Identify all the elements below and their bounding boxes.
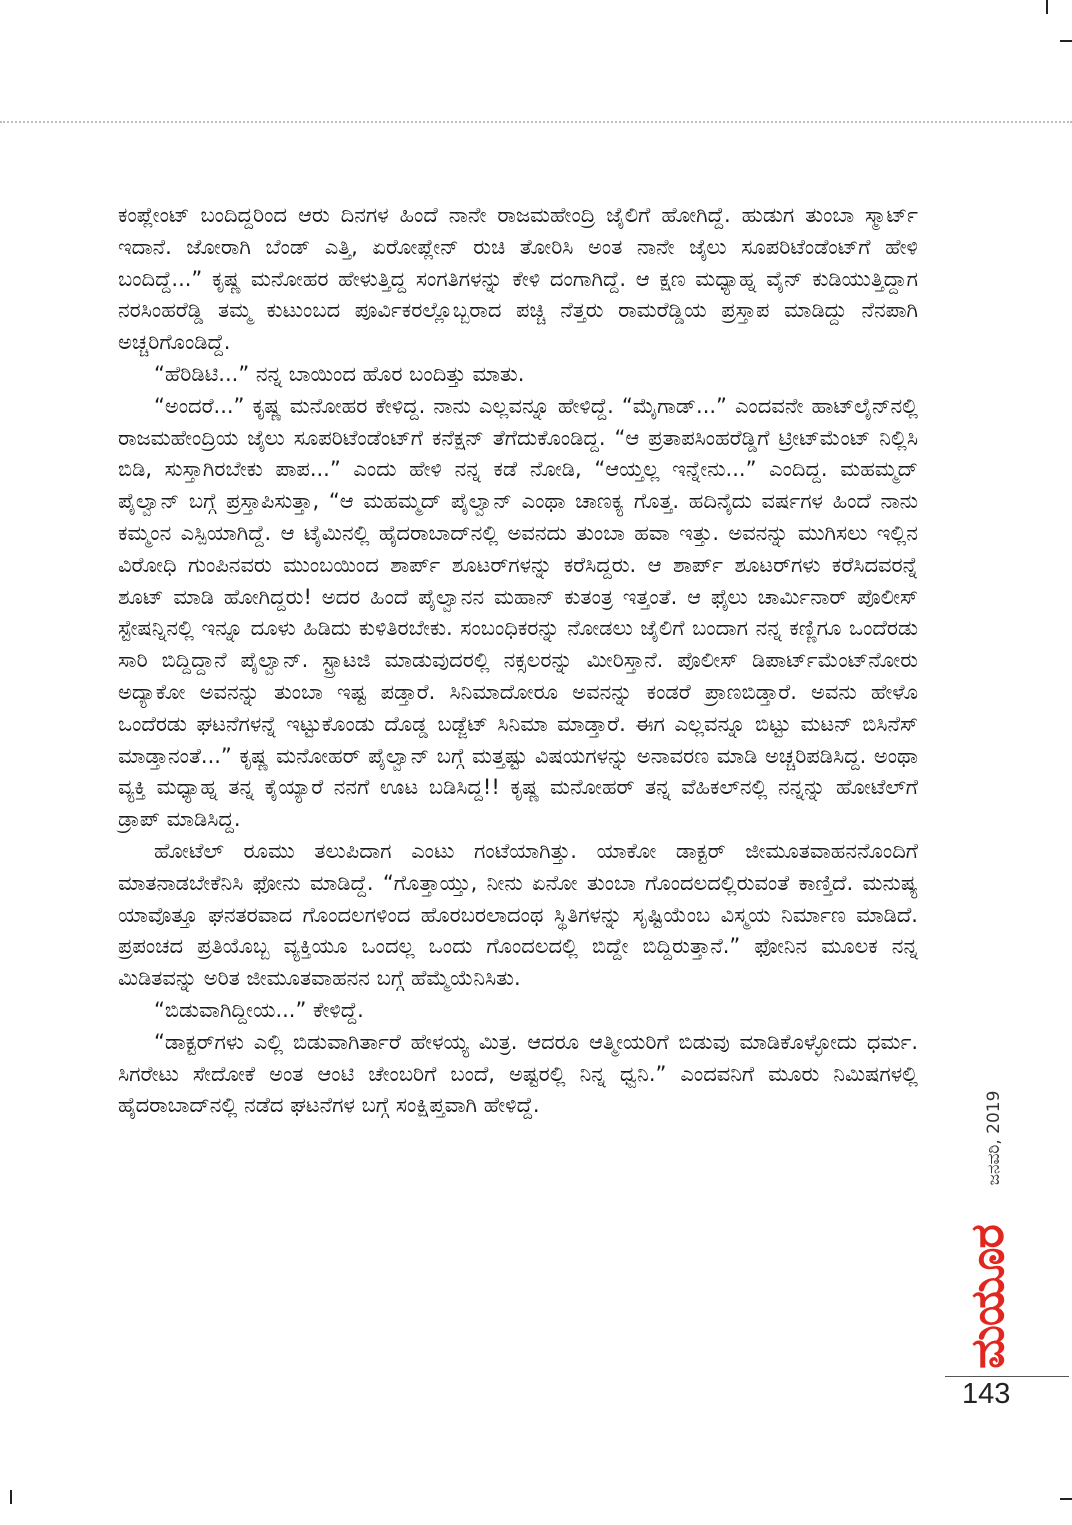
paragraph-6: “ಡಾಕ್ಟರ್‌ಗಳು ಎಲ್ಲಿ ಬಿಡುವಾಗಿರ್ತಾರೆ ಹೇಳಯ್ಯ ಮಿತ್ರ. ಆದರೂ ಆತ್ಮೀಯರಿಗೆ ಬಿಡುವು ಮಾಡಿಕೊಳ್ಳೋದು ಧರ್ಮ. ಸಿಗರೇಟು ಸೇದೋಕೆ ಅಂತ ಆಂಟಿ ಚೇಂಬರಿಗೆ ಬಂದೆ, ಅಷ್ಟರಲ್ಲಿ ನಿನ್ನ ಧ್ವನಿ.” ಎಂದವನಿಗೆ ಮೂರು ನಿಮಿಷಗಳಲ್ಲಿ ಹೈದರಾಬಾದ್‌ನಲ್ಲಿ ನಡೆದ ಘಟನೆಗಳ ಬಗ್ಗೆ ಸಂಕ್ಷಿಪ್ತವಾಗಿ ಹೇಳಿದ್ದೆ.	[118, 1029, 918, 1118]
crop-mark-top	[1046, 0, 1048, 14]
issue-date	[980, 1078, 1008, 1198]
paragraph-4: ಹೋಟೆಲ್ ರೂಮು ತಲುಪಿದಾಗ ಎಂಟು ಗಂಟೆಯಾಗಿತ್ತು. ಯಾಕೋ ಡಾಕ್ಟರ್ ಜೀಮೂತವಾಹನನೊಂದಿಗೆ ಮಾತನಾಡಬೇಕೆನಿಸಿ ಫೋನು ಮಾಡಿದ್ದೆ. “ಗೊತ್ತಾಯ್ತು, ನೀನು ಏನೋ ತುಂಬಾ ಗೊಂದಲದಲ್ಲಿರುವಂತೆ ಕಾಣ್ತಿದೆ. ಮನುಷ್ಯ ಯಾವೊತ್ತೂ ಘನತರವಾದ ಗೊಂದಲಗಳಿಂದ ಹೊರಬರಲಾದಂಥ ಸ್ಥಿತಿಗಳನ್ನು ಸೃಷ್ಟಿಯೆಂಬ ವಿಸ್ಮಯ ನಿರ್ಮಾಣ ಮಾಡಿದೆ. ಪ್ರಪಂಚದ ಪ್ರತಿಯೊಬ್ಬ ವ್ಯಕ್ತಿಯೂ ಒಂದಲ್ಲ ಒಂದು ಗೊಂದಲದಲ್ಲಿ ಬಿದ್ದೇ ಬಿದ್ದಿರುತ್ತಾನೆ.” ಫೋನಿನ ಮೂಲಕ ನನ್ನ ಮಿಡಿತವನ್ನು ಅರಿತ ಜೀಮೂತವಾಹನನ ಬಗ್ಗೆ ಹೆಮ್ಮೆಯೆನಿಸಿತು.	[118, 838, 918, 991]
crop-mark-right-top	[1060, 40, 1072, 42]
article-body	[118, 200, 918, 1122]
page-number: 143	[962, 1378, 1011, 1410]
crop-mark-left-bottom	[10, 1490, 12, 1504]
magazine-logo-text: ಮಯೂರ	[960, 1225, 1014, 1369]
header-dotted-rule	[0, 121, 1072, 123]
crop-mark-right-bottom	[1060, 1498, 1072, 1500]
paragraph-3: “ಅಂದರೆ...” ಕೃಷ್ಣ ಮನೋಹರ ಕೇಳಿದ್ದ. ನಾನು ಎಲ್ಲವನ್ನೂ ಹೇಳಿದ್ದೆ. “ಮೈಗಾಡ್...” ಎಂದವನೇ ಹಾಟ್‌ಲೈನ್‌ನಲ್ಲಿ ರಾಜಮಹೇಂದ್ರಿಯ ಜೈಲು ಸೂಪರಿಟೆಂಡೆಂಟ್‌ಗೆ ಕನೆಕ್ಷನ್ ತೆಗೆದುಕೊಂಡಿದ್ದ. “ಆ ಪ್ರತಾಪಸಿಂಹರೆಡ್ಡಿಗೆ ಟ್ರೀಟ್‌ಮೆಂಟ್ ನಿಲ್ಲಿಸಿ ಬಿಡಿ, ಸುಸ್ತಾಗಿರಬೇಕು ಪಾಪ...” ಎಂದು ಹೇಳಿ ನನ್ನ ಕಡೆ ನೋಡಿ, “ಆಯ್ತಲ್ಲ ಇನ್ನೇನು...” ಎಂದಿದ್ದ. ಮಹಮ್ಮದ್ ಪೈಲ್ವಾನ್ ಬಗ್ಗೆ ಪ್ರಸ್ತಾಪಿಸುತ್ತಾ, “ಆ ಮಹಮ್ಮದ್ ಪೈಲ್ವಾನ್ ಎಂಥಾ ಚಾಣಕ್ಯ ಗೊತ್ತ. ಹದಿನೈದು ವರ್ಷಗಳ ಹಿಂದೆ ನಾನು ಕಮ್ಮಂನ ಎಸ್ಪಿಯಾಗಿದ್ದೆ. ಆ ಟೈಮಿನಲ್ಲಿ ಹೈದರಾಬಾದ್‌ನಲ್ಲಿ ಅವನದು ತುಂಬಾ ಹವಾ ಇತ್ತು. ಅವನನ್ನು ಮುಗಿಸಲು ಇಲ್ಲಿನ ವಿರೋಧಿ ಗುಂಪಿನವರು ಮುಂಬಯಿಂದ ಶಾರ್ಪ್ ಶೂಟರ್‌ಗಳನ್ನು ಕರೆಸಿದ್ದರು. ಆ ಶಾರ್ಪ್ ಶೂಟರ್‌ಗಳು ಕರೆಸಿದವರನ್ನೆ ಶೂಟ್ ಮಾಡಿ ಹೋಗಿದ್ದರು! ಅದರ ಹಿಂದೆ ಪೈಲ್ವಾನನ ಮಹಾನ್ ಕುತಂತ್ರ ಇತ್ತಂತೆ. ಆ ಫೈಲು ಚಾರ್ಮಿನಾರ್ ಪೊಲೀಸ್ ಸ್ಟೇಷನ್ನಿನಲ್ಲಿ ಇನ್ನೂ ದೂಳು ಹಿಡಿದು ಕುಳಿತಿರಬೇಕು. ಸಂಬಂಧಿಕರನ್ನು ನೋಡಲು ಜೈಲಿಗೆ ಬಂದಾಗ ನನ್ನ ಕಣ್ಣಿಗೂ ಒಂದೆರಡು ಸಾರಿ ಬಿದ್ದಿದ್ದಾನೆ ಪೈಲ್ವಾನ್. ಸ್ಟ್ರಾಟಜಿ ಮಾಡುವುದರಲ್ಲಿ ನಕ್ಸಲರನ್ನು ಮೀರಿಸ್ತಾನೆ. ಪೊಲೀಸ್ ಡಿಪಾರ್ಟ್‌ಮೆಂಟ್‌ನೋರು ಅದ್ಯಾಕೋ ಅವನನ್ನು ತುಂಬಾ ಇಷ್ಟ ಪಡ್ತಾರೆ. ಸಿನಿಮಾದೋರೂ ಅವನನ್ನು ಕಂಡರೆ ಪ್ರಾಣಬಿಡ್ತಾರೆ. ಅವನು ಹೇಳೊ ಒಂದೆರಡು ಘಟನೆಗಳನ್ನೆ ಇಟ್ಟುಕೊಂಡು ದೊಡ್ಡ ಬಡ್ಜೆಟ್ ಸಿನಿಮಾ ಮಾಡ್ತಾರೆ. ಈಗ ಎಲ್ಲವನ್ನೂ ಬಿಟ್ಟು ಮಟನ್ ಬಿಸಿನೆಸ್ ಮಾಡ್ತಾನಂತೆ...” ಕೃಷ್ಣ ಮನೋಹರ್ ಪೈಲ್ವಾನ್ ಬಗ್ಗೆ ಮತ್ತಷ್ಟು ವಿಷಯಗಳನ್ನು ಅನಾವರಣ ಮಾಡಿ ಅಚ್ಚರಿಪಡಿಸಿದ್ದ. ಅಂಥಾ ವ್ಯಕ್ತಿ ಮಧ್ಯಾಹ್ನ ತನ್ನ ಕೈಯ್ಯಾರೆ ನನಗೆ ಊಟ ಬಡಿಸಿದ್ದ!! ಕೃಷ್ಣ ಮನೋಹರ್ ತನ್ನ ವೆಹಿಕಲ್‌ನಲ್ಲಿ ನನ್ನನ್ನು ಹೋಟೆಲ್‌ಗೆ ಡ್ರಾಪ್ ಮಾಡಿಸಿದ್ದ.	[118, 393, 918, 832]
paragraph-5: “ಬಿಡುವಾಗಿದ್ದೀಯ...” ಕೇಳಿದ್ದೆ.	[154, 997, 364, 1022]
issue-date-text: ಜನವರಿ, 2019	[984, 1090, 1004, 1186]
magazine-logo	[958, 1222, 1018, 1372]
page-number-rule	[945, 1376, 1069, 1377]
paragraph-2: “ಹೆರಿಡಿಟಿ...” ನನ್ನ ಬಾಯಿಂದ ಹೊರ ಬಂದಿತ್ತು ಮಾತು.	[154, 361, 525, 386]
paragraph-1: ಕಂಪ್ಲೇಂಟ್ ಬಂದಿದ್ದರಿಂದ ಆರು ದಿನಗಳ ಹಿಂದೆ ನಾನೇ ರಾಜಮಹೇಂದ್ರಿ ಜೈಲಿಗೆ ಹೋಗಿದ್ದೆ. ಹುಡುಗ ತುಂಬಾ ಸ್ಮಾರ್ಟ್ ಇದಾನೆ. ಜೋರಾಗಿ ಬೆಂಡ್ ಎತ್ತಿ, ಏರೋಪ್ಲೇನ್ ರುಚಿ ತೋರಿಸಿ ಅಂತ ನಾನೇ ಜೈಲು ಸೂಪರಿಟೆಂಡೆಂಟ್‌ಗೆ ಹೇಳಿ ಬಂದಿದ್ದೆ...” ಕೃಷ್ಣ ಮನೋಹರ ಹೇಳುತ್ತಿದ್ದ ಸಂಗತಿಗಳನ್ನು ಕೇಳಿ ದಂಗಾಗಿದ್ದೆ. ಆ ಕ್ಷಣ ಮಧ್ಯಾಹ್ನ ವೈನ್ ಕುಡಿಯುತ್ತಿದ್ದಾಗ ನರಸಿಂಹರೆಡ್ಡಿ ತಮ್ಮ ಕುಟುಂಬದ ಪೂರ್ವಿಕರಲ್ಲೊಬ್ಬರಾದ ಪಚ್ಚಿ ನೆತ್ತರು ರಾಮರೆಡ್ಡಿಯ ಪ್ರಸ್ತಾಪ ಮಾಡಿದ್ದು ನೆನಪಾಗಿ ಅಚ್ಚರಿಗೊಂಡಿದ್ದೆ.	[118, 203, 918, 355]
